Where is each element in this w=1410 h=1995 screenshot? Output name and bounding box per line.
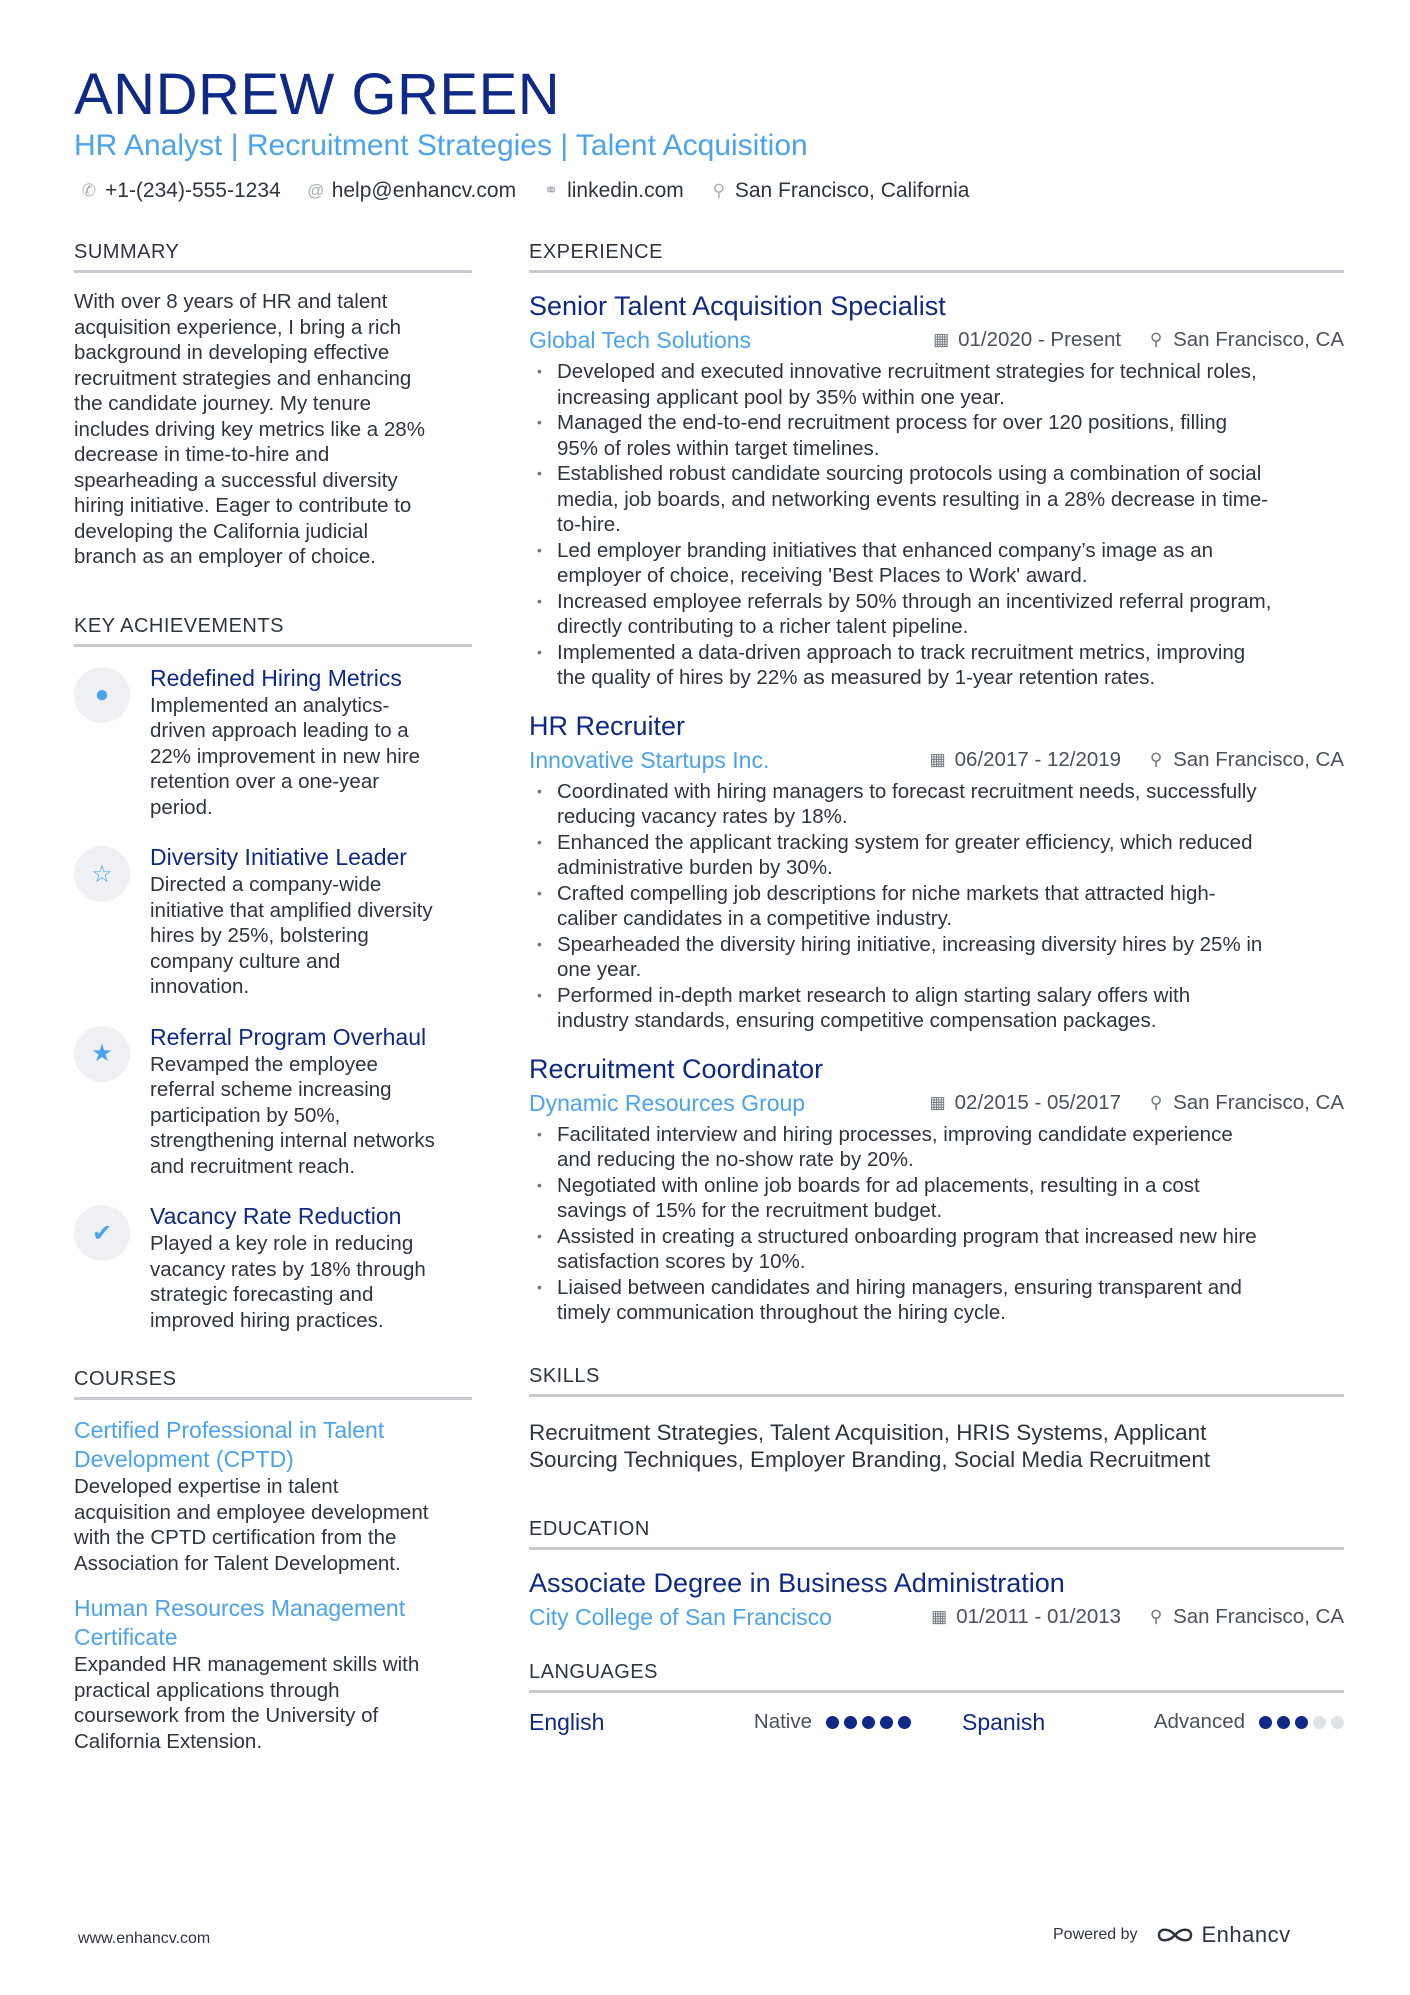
location-pin-icon: ⚲ <box>1149 1606 1163 1626</box>
location-pin-icon: ⚲ <box>712 181 726 200</box>
calendar-icon: ▦ <box>929 1092 946 1112</box>
course-title <box>74 1594 472 1652</box>
bullet-item <box>529 1122 1344 1173</box>
course-line: practical applications through <box>74 1678 340 1702</box>
courses-heading: COURSES <box>74 1367 472 1400</box>
education-entry <box>529 1566 1344 1632</box>
bullet-item <box>529 589 1344 640</box>
languages-heading: LANGUAGES <box>529 1660 1344 1693</box>
bullet-line: • Established robust candidate sourcing protocols using a combination of social <box>557 462 1262 485</box>
bullet-line: increasing applicant pool by 35% within one year. <box>557 385 1005 409</box>
achievement-line: company culture and <box>150 949 341 973</box>
job-location: San Francisco, CA <box>1173 747 1344 771</box>
job-meta-row <box>529 325 1344 355</box>
bullet-line: savings of 15% for the recruitment budget. <box>557 1199 943 1222</box>
skills-heading: SKILLS <box>529 1364 1344 1397</box>
calendar-icon: ▦ <box>929 749 946 769</box>
bullet-line: industry standards, ensuring competitive compensation packages. <box>557 1009 1157 1032</box>
course-line: coursework from the University of <box>74 1704 379 1727</box>
star-outline-icon: ☆ <box>74 846 130 902</box>
experience-heading: EXPERIENCE <box>529 240 1344 273</box>
bullet-line: • Crafted compelling job descriptions for niche markets that attracted high- <box>557 881 1216 905</box>
proficiency-dot-empty <box>1331 1716 1344 1729</box>
summary-heading: SUMMARY <box>74 240 472 273</box>
achievement-line: participation by 50%, <box>150 1103 341 1127</box>
achievement-item <box>74 842 472 1000</box>
achievement-title: Referral Program Overhaul <box>150 1023 427 1050</box>
proficiency-dot-empty <box>1313 1716 1326 1729</box>
achievement-line: innovation. <box>150 975 250 998</box>
summary-line: background in developing effective <box>74 341 390 364</box>
course-title-line: Certified Professional in Talent <box>74 1417 385 1443</box>
bullet-line: • Assisted in creating a structured onboarding program that increased new hire <box>557 1224 1257 1248</box>
language-level-text: Native <box>753 1710 812 1733</box>
achievement-desc <box>150 1231 426 1333</box>
bullet-line: the quality of hires by 22% as measured by 1-year retention rates. <box>557 666 1156 689</box>
education-meta <box>930 1605 1344 1629</box>
achievement-line: 22% improvement in new hire <box>150 744 421 768</box>
proficiency-dots <box>826 1716 911 1729</box>
job-location: San Francisco, CA <box>1173 1090 1344 1114</box>
bullet-line: • Liaised between candidates and hiring managers, ensuring transparent and <box>557 1275 1242 1299</box>
achievement-line: Played a key role in reducing <box>150 1232 414 1255</box>
achievement-item <box>74 1201 472 1333</box>
skills-text <box>529 1419 1344 1473</box>
achievement-line: driven approach leading to a <box>150 719 409 742</box>
course-item <box>74 1594 472 1754</box>
bullet-item <box>529 359 1344 410</box>
proficiency-dots <box>1259 1716 1344 1729</box>
bullet-item <box>529 830 1344 881</box>
course-line: Developed expertise in talent <box>74 1475 339 1498</box>
achievement-line: referral scheme increasing <box>150 1078 392 1101</box>
course-title-line: Certificate <box>74 1624 178 1650</box>
candidate-headline: HR Analyst | Recruitment Strategies | Talent Acquisition <box>74 129 808 162</box>
bullet-line: • Increased employee referrals by 50% through an incentivized referral program, <box>557 589 1272 613</box>
bullet-line: caliber candidates in a competitive industry. <box>557 907 953 930</box>
language-level <box>1154 1710 1344 1734</box>
company-name: Global Tech Solutions <box>529 327 752 353</box>
job-dates: 02/2015 - 05/2017 <box>954 1090 1122 1114</box>
bullet-item <box>529 1224 1344 1275</box>
checkmark-icon: ✔ <box>74 1205 130 1261</box>
summary-text <box>74 289 472 570</box>
proficiency-dot-filled <box>826 1716 839 1729</box>
achievement-line: Revamped the employee <box>150 1052 378 1076</box>
proficiency-dot-filled <box>862 1716 875 1729</box>
candidate-name: ANDREW GREEN <box>74 62 561 127</box>
bullet-line: • Managed the end-to-end recruitment process for over 120 positions, filling <box>557 411 1228 434</box>
bullet-line: 95% of roles within target timelines. <box>557 436 880 460</box>
achievement-title: Vacancy Rate Reduction <box>150 1203 402 1229</box>
bullet-line: • Implemented a data-driven approach to track recruitment metrics, improving <box>557 640 1246 664</box>
skills-line: Sourcing Techniques, Employer Branding, Social Media Recruitment <box>529 1446 1211 1472</box>
education-heading: EDUCATION <box>529 1517 1344 1550</box>
summary-line: recruitment strategies and enhancing <box>74 366 412 390</box>
job-meta-row <box>529 1088 1344 1118</box>
achievement-desc <box>150 872 433 1000</box>
right-column <box>529 240 1344 1736</box>
brand-name: Enhancv <box>1201 1922 1291 1947</box>
job-bullets <box>529 359 1344 691</box>
achievement-line: strengthening internal networks <box>150 1129 435 1152</box>
proficiency-dot-filled <box>1259 1716 1272 1729</box>
enhancv-logo-icon <box>1156 1925 1194 1945</box>
email-text[interactable]: help@enhancv.com <box>331 179 517 202</box>
bullet-item <box>529 779 1344 830</box>
bullet-item <box>529 881 1344 932</box>
job-meta <box>929 1091 1344 1115</box>
bullet-line: and reducing the no-show rate by 20%. <box>557 1148 914 1171</box>
school-name: City College of San Francisco <box>529 1603 832 1630</box>
footer-branding <box>1053 1922 1291 1948</box>
summary-line: hiring initiative. Eager to contribute to <box>74 494 412 517</box>
bullet-line: reducing vacancy rates by 18%. <box>557 805 848 828</box>
bullet-line: • Developed and executed innovative recruitment strategies for technical roles, <box>557 360 1257 383</box>
bullet-item <box>529 1275 1344 1326</box>
bullet-line: • Coordinated with hiring managers to forecast recruitment needs, successfully <box>557 779 1257 803</box>
phone-text: +1-(234)-555-1234 <box>105 179 281 202</box>
left-column <box>74 240 472 1772</box>
contact-linkedin[interactable] <box>542 176 684 206</box>
course-line: with the CPTD certification from the <box>74 1526 397 1549</box>
location-pin-icon: ⚲ <box>1149 1092 1163 1112</box>
summary-line: branch as an employer of choice. <box>74 545 376 568</box>
course-desc <box>74 1652 472 1754</box>
job-meta-row <box>529 745 1344 775</box>
bullet-line: employer of choice, receiving 'Best Places to Work' award. <box>557 564 1088 587</box>
summary-line: spearheading a successful diversity <box>74 468 398 492</box>
bullet-item <box>529 983 1344 1034</box>
company-name: Dynamic Resources Group <box>529 1089 806 1116</box>
bullet-item <box>529 461 1344 538</box>
linkedin-text[interactable]: linkedin.com <box>567 179 684 202</box>
language-level <box>754 1710 911 1734</box>
education-dates: 01/2011 - 01/2013 <box>956 1604 1122 1628</box>
degree-title: Associate Degree in Business Administration <box>529 1567 1065 1598</box>
star-sparkle-icon: ★ <box>74 1026 130 1082</box>
language-level-text: Advanced <box>1153 1710 1245 1733</box>
contact-phone <box>80 176 281 206</box>
bullet-item <box>529 1173 1344 1224</box>
achievement-item <box>74 1022 472 1180</box>
job-title: HR Recruiter <box>529 710 686 741</box>
bullet-item <box>529 538 1344 589</box>
job-bullets <box>529 1122 1344 1326</box>
proficiency-dot-filled <box>880 1716 893 1729</box>
course-line: Association for Talent Development. <box>74 1551 401 1575</box>
achievement-line: and recruitment reach. <box>150 1154 356 1178</box>
brand-logo[interactable] <box>1156 1922 1291 1948</box>
course-line: acquisition and employee development <box>74 1500 429 1524</box>
bullet-line: • Negotiated with online job boards for ad placements, resulting in a cost <box>557 1173 1200 1197</box>
language-name: Spanish <box>962 1708 1046 1735</box>
achievement-line: period. <box>150 795 213 819</box>
job-meta <box>929 748 1344 772</box>
education-location: San Francisco, CA <box>1173 1604 1344 1628</box>
contact-location <box>710 176 970 206</box>
proficiency-dot-filled <box>1295 1716 1308 1729</box>
summary-line: acquisition experience, I bring a rich <box>74 315 402 339</box>
bullet-item <box>529 932 1344 983</box>
lightbulb-head-icon: ● <box>74 667 130 723</box>
achievement-line: improved hiring practices. <box>150 1308 384 1332</box>
contact-bar <box>80 176 969 206</box>
summary-line: With over 8 years of HR and talent <box>74 290 388 313</box>
calendar-icon: ▦ <box>933 330 950 349</box>
course-title-line: Development (CPTD) <box>74 1446 294 1472</box>
course-title-line: Human Resources Management <box>74 1595 406 1621</box>
achievement-line: hires by 25%, bolstering <box>150 924 369 947</box>
course-title <box>74 1416 472 1474</box>
calendar-icon: ▦ <box>931 1606 948 1626</box>
job-bullets <box>529 779 1344 1034</box>
achievement-title: Redefined Hiring Metrics <box>150 664 402 691</box>
bullet-line: • Performed in-depth market research to align starting salary offers with <box>557 983 1191 1007</box>
bullet-line: administrative burden by 30%. <box>557 856 833 879</box>
bullet-line: media, job boards, and networking events resulting in a 28% decrease in time- <box>557 487 1269 511</box>
achievement-line: vacancy rates by 18% through <box>150 1257 426 1281</box>
job-title: Recruitment Coordinator <box>529 1053 824 1084</box>
bullet-line: timely communication throughout the hiring cycle. <box>557 1301 1006 1324</box>
bullet-item <box>529 410 1344 461</box>
powered-by-label: Powered by <box>1053 1926 1138 1943</box>
achievement-line: strategic forecasting and <box>150 1283 374 1306</box>
bullet-line: to-hire. <box>557 513 621 536</box>
achievement-title: Diversity Initiative Leader <box>150 844 407 870</box>
bullet-line: • Spearheaded the diversity hiring initiative, increasing diversity hires by 25% in <box>557 932 1263 956</box>
achievement-line: Directed a company-wide <box>150 873 382 896</box>
language-item <box>529 1709 911 1736</box>
summary-line: developing the California judicial <box>74 519 369 543</box>
bullet-line: directly contributing to a richer talent pipeline. <box>557 615 969 638</box>
contact-email[interactable] <box>307 176 516 206</box>
achievements-heading: KEY ACHIEVEMENTS <box>74 614 472 647</box>
summary-line: includes driving key metrics like a 28% <box>74 417 425 441</box>
bullet-line: one year. <box>557 958 642 981</box>
achievement-line: retention over a one-year <box>150 770 380 793</box>
job-entry <box>529 1052 1344 1326</box>
location-text: San Francisco, California <box>734 179 970 202</box>
location-pin-icon: ⚲ <box>1149 330 1163 349</box>
bullet-line: • Led employer branding initiatives that enhanced company’s image as an <box>557 538 1214 562</box>
job-meta <box>932 328 1344 352</box>
job-entry <box>529 709 1344 1034</box>
course-line: California Extension. <box>74 1729 263 1753</box>
job-dates: 01/2020 - Present <box>958 328 1122 351</box>
job-dates: 06/2017 - 12/2019 <box>954 747 1122 771</box>
achievement-desc <box>150 1052 435 1180</box>
company-name: Innovative Startups Inc. <box>529 746 770 773</box>
link-icon: ⚭ <box>543 181 559 200</box>
summary-line: the candidate journey. My tenure <box>74 392 372 415</box>
proficiency-dot-filled <box>844 1716 857 1729</box>
bullet-item <box>529 640 1344 691</box>
job-title: Senior Talent Acquisition Specialist <box>529 291 946 321</box>
proficiency-dot-filled <box>1277 1716 1290 1729</box>
proficiency-dot-filled <box>898 1716 911 1729</box>
course-item <box>74 1416 472 1576</box>
course-desc <box>74 1474 472 1576</box>
language-item <box>962 1709 1344 1736</box>
location-pin-icon: ⚲ <box>1149 749 1163 769</box>
at-sign-icon: @ <box>307 181 325 200</box>
education-meta-row <box>529 1602 1344 1632</box>
achievement-line: Implemented an analytics- <box>150 693 390 717</box>
job-entry <box>529 289 1344 691</box>
job-location: San Francisco, CA <box>1173 328 1344 351</box>
achievement-item <box>74 663 472 821</box>
languages-row <box>529 1709 1344 1736</box>
course-line: Expanded HR management skills with <box>74 1653 420 1676</box>
achievements-list <box>74 663 472 1334</box>
skills-line: Recruitment Strategies, Talent Acquisition, HRIS Systems, Applicant <box>529 1419 1207 1445</box>
phone-icon: ✆ <box>81 181 97 200</box>
bullet-line: • Enhanced the applicant tracking system for greater efficiency, which reduced <box>557 830 1253 854</box>
footer-website[interactable]: www.enhancv.com <box>78 1930 211 1947</box>
summary-line: decrease in time-to-hire and <box>74 443 330 466</box>
achievement-line: initiative that amplified diversity <box>150 898 433 922</box>
achievement-desc <box>150 693 420 821</box>
bullet-line: satisfaction scores by 10%. <box>557 1250 806 1273</box>
bullet-line: • Facilitated interview and hiring processes, improving candidate experience <box>557 1122 1233 1146</box>
language-name: English <box>529 1708 605 1735</box>
